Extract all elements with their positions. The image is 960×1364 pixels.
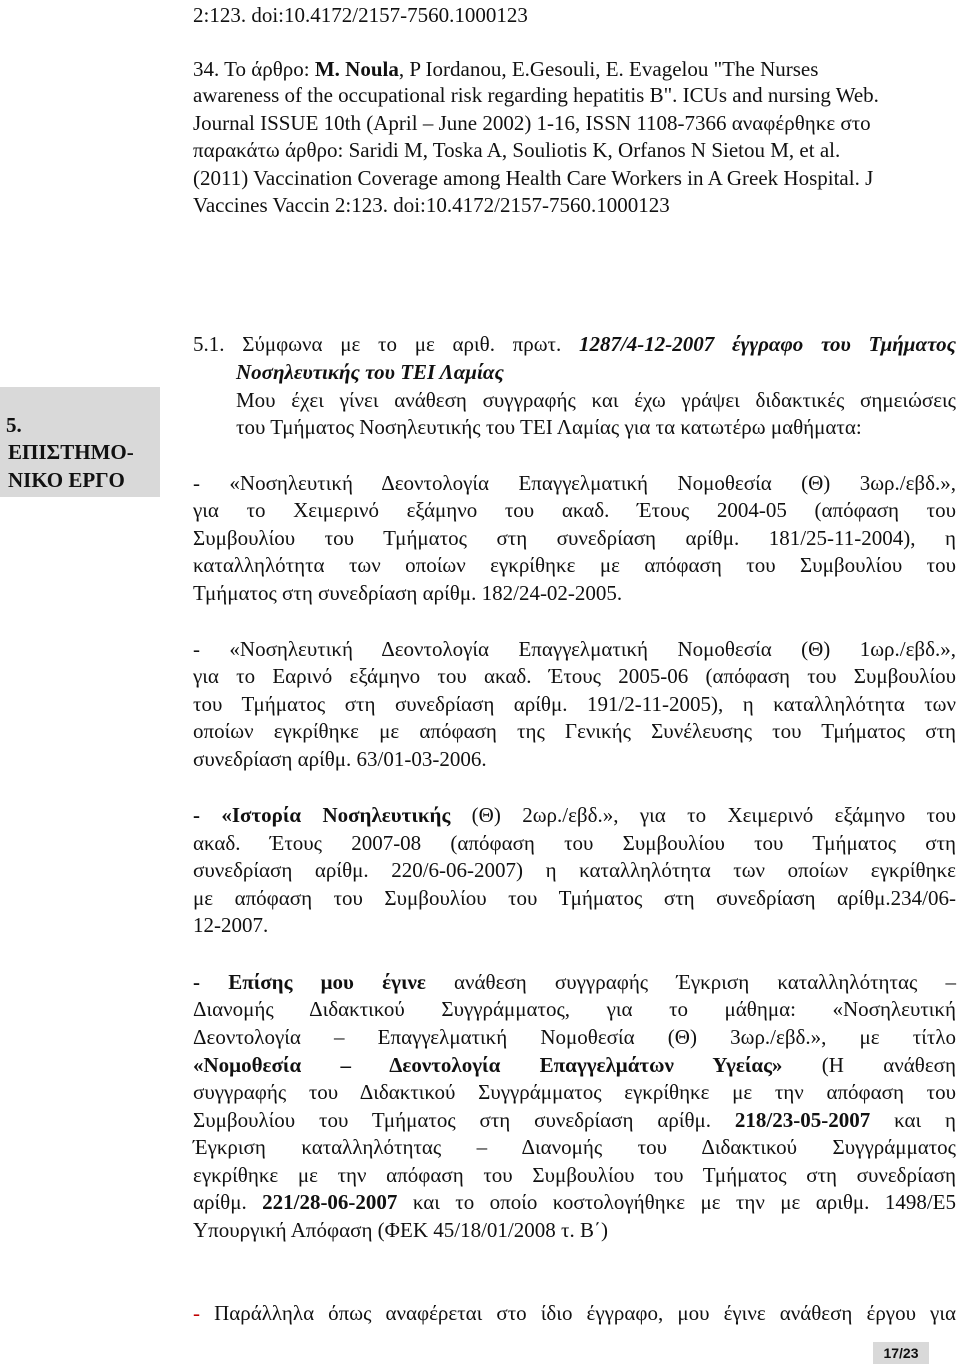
subsection-intro-line-2: του Τμήματος Νοσηλευτικής του ΤΕΙ Λαμίας για τα κατωτέρω μαθήματα: <box>236 415 862 439</box>
course-2-line-4: οποίων εγκρίθηκε με απόφαση της Γενικής Συνέλευσης του Τμήματος στη <box>193 719 956 743</box>
course-2-line-5: συνεδρίαση αρίθμ. 63/01-03-2006. <box>193 747 487 771</box>
reference-34-line-4: παρακάτω άρθρο: Saridi M, Toska A, Souliotis K, Orfanos N Sietou M, et al. <box>193 138 841 162</box>
also-line-4-rest: (Η ανάθεση <box>782 1053 956 1077</box>
doi-line-top: 2:123. doi:10.4172/2157-7560.1000123 <box>193 3 528 27</box>
course-1-line-3: Συμβουλίου του Τμήματος στη συνεδρίαση αρίθμ. 181/25-11-2004), η <box>193 526 956 550</box>
course-3-line-1 <box>193 802 956 828</box>
course-2-line-2: για το Εαρινό εξάμηνο του ακαδ. Έτους 2005-06 (απόφαση του Συμβουλίου <box>193 664 956 688</box>
also-line-9 <box>193 1189 956 1215</box>
decision-number-2: 221/28-06-2007 <box>262 1190 398 1214</box>
also-line-1 <box>193 969 956 995</box>
decision-number-1: 218/23-05-2007 <box>734 1108 871 1132</box>
also-line-8: εγκρίθηκε με την απόφαση του Συμβουλίου του Τμήματος στη συνεδρίαση <box>193 1163 956 1187</box>
course-3-detail: (Θ) 2ωρ./εβδ.», για το Χειμερινό εξάμηνο του <box>450 803 956 827</box>
also-line-5: συγγραφής του Διδακτικού Συγγράμματος εγκρίθηκε με την απόφαση του <box>193 1080 956 1104</box>
also-line-6-post: και η <box>870 1108 956 1132</box>
ref34-author: M. Noula <box>314 57 399 81</box>
reference-34-line-5: (2011) Vaccination Coverage among Health Care Workers in A Greek Hospital. J <box>193 166 874 190</box>
course-2-line-1: - «Νοσηλευτική Δεοντολογία Επαγγελματική Νομοθεσία (Θ) 1ωρ./εβδ.», <box>193 637 956 661</box>
also-line-4 <box>193 1052 956 1078</box>
section-number: 5. <box>6 413 22 437</box>
also-line-3: Δεοντολογία – Επαγγελματική Νομοθεσία (Θ) 3ωρ./εβδ.», με τίτλο <box>193 1025 956 1049</box>
also-line-9-pre: αρίθμ. <box>193 1190 263 1214</box>
subsection-intro-line-1: Μου έχει γίνει ανάθεση συγγραφής και έχω γράψει διδακτικές σημειώσεις <box>236 388 956 412</box>
ref34-rest: , P Iordanou, E.Gesouli, E. Evagelou "The Nurses <box>398 57 819 81</box>
course-1-line-5: Τμήματος στη συνεδρίαση αρίθμ. 182/24-02-2005. <box>193 581 623 605</box>
reference-34-line-2: awareness of the occupational risk regarding hepatitis B". ICUs and nursing Web. <box>193 83 879 107</box>
page-number: 17/23 <box>873 1342 929 1364</box>
course-3-line-4: με απόφαση του Συμβουλίου του Τμήματος στη συνεδρίαση αρίθμ.234/06- <box>193 886 956 910</box>
ref34-prefix: 34. Το άρθρο: <box>193 57 315 81</box>
section-title-line-2: ΝΙΚΟ ΕΡΓΟ <box>8 468 125 492</box>
reference-34-line-1 <box>193 56 818 82</box>
subsection-heading-line-2: Νοσηλευτικής του ΤΕΙ Λαμίας <box>236 360 504 384</box>
subsection-number: 5.1. Σύμφωνα με το με αριθ. πρωτ. <box>193 332 579 356</box>
document-reference: 1287/4-12-2007 έγγραφο του Τμήματος <box>578 332 956 356</box>
course-1-line-2: για το Χειμερινό εξάμηνο του ακαδ. Έτους 2004-05 (απόφαση του <box>193 498 956 522</box>
course-2-line-3: του Τμήματος στη συνεδρίαση αρίθμ. 191/2-11-2005), η καταλληλότητα των <box>193 692 956 716</box>
course-3-line-2: ακαδ. Έτους 2007-08 (απόφαση του Συμβουλίου του Τμήματος στη <box>193 831 956 855</box>
course-1-line-1: - «Νοσηλευτική Δεοντολογία Επαγγελματική Νομοθεσία (Θ) 3ωρ./εβδ.», <box>193 471 956 495</box>
last-dash: - <box>193 1301 200 1325</box>
last-paragraph-line <box>193 1300 956 1326</box>
also-line-10: Υπουργική Απόφαση (ΦΕΚ 45/18/01/2008 τ. Β΄) <box>193 1218 608 1242</box>
section-sidebar <box>0 387 160 497</box>
course-3-line-3: συνεδρίαση αρίθμ. 220/6-06-2007) η καταλληλότητα των οποίων εγκρίθηκε <box>193 858 956 882</box>
also-line-6 <box>193 1107 956 1133</box>
book-title: «Νομοθεσία – Δεοντολογία Επαγγελμάτων Υγείας» <box>193 1053 783 1077</box>
reference-34-line-6: Vaccines Vaccin 2:123. doi:10.4172/2157-7560.1000123 <box>193 193 670 217</box>
subsection-heading-line-1 <box>193 331 956 357</box>
also-line-6-pre: Συμβουλίου του Τμήματος στη συνεδρίαση αρίθμ. <box>193 1108 735 1132</box>
last-text: Παράλληλα όπως αναφέρεται στο ίδιο έγγραφο, μου έγινε ανάθεση έργου για <box>200 1301 956 1325</box>
also-lead: - Επίσης μου έγινε <box>193 970 426 994</box>
reference-34-line-3: Journal ISSUE 10th (April – June 2002) 1-16, ISSN 1108-7366 αναφέρθηκε στο <box>193 111 871 135</box>
section-title-line-1: ΕΠΙΣΤΗΜΟ- <box>8 440 134 464</box>
also-line-2: Διανομής Διδακτικού Συγγράμματος, για το μάθημα: «Νοσηλευτική <box>193 997 956 1021</box>
also-line-7: Έγκριση καταλληλότητας – Διανομής του Διδακτικού Συγγράμματος <box>193 1135 956 1159</box>
course-1-line-4: καταλληλότητα των οποίων εγκρίθηκε με απόφαση του Συμβουλίου του <box>193 553 956 577</box>
course-3-line-5: 12-2007. <box>193 913 269 937</box>
also-rest: ανάθεση συγγραφής Έγκριση καταλληλότητας – <box>425 970 956 994</box>
also-line-9-post: και το οποίο κοστολογήθηκε με την με αριθμ. 1498/Ε5 <box>397 1190 956 1214</box>
course-3-title: - «Ιστορία Νοσηλευτικής <box>193 803 451 827</box>
